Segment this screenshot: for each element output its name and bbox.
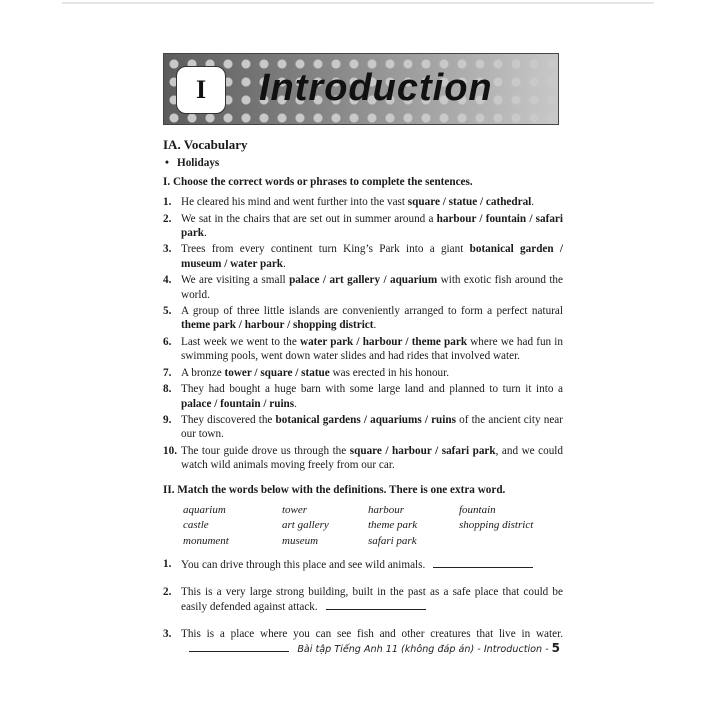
sentence-fragment: of the ancient city near our town.	[181, 413, 563, 441]
word-option: aquarium	[183, 503, 226, 516]
sentence-fragment: , and we could watch wild animals moving freely from our car.	[181, 444, 563, 472]
sentence-fragment: A group of three little islands are conveniently arranged to form a perfect natural	[181, 305, 563, 318]
topic-bullet	[165, 156, 563, 170]
word-option: art gallery	[282, 519, 329, 532]
item-number: 8.	[163, 383, 172, 396]
exercise-item	[163, 195, 563, 209]
item-number: 3.	[163, 627, 172, 640]
item-number: 1.	[163, 558, 172, 571]
item-number: 2.	[163, 212, 172, 225]
exercise-item	[163, 242, 563, 271]
chapter-number: I	[176, 66, 226, 114]
answer-blank[interactable]	[433, 557, 533, 568]
item-number: 10.	[163, 444, 177, 457]
exercise-item	[163, 444, 563, 473]
item-text	[181, 366, 563, 380]
definition-text: You can drive through this place and see wild animals.	[181, 557, 563, 572]
exercise-item	[163, 335, 563, 364]
definition-text: This is a very large strong building, built in the past as a safe place that could be easily defended against attack.	[181, 585, 563, 614]
item-number: 1.	[163, 196, 172, 209]
answer-options: palace / art gallery / aquarium	[289, 274, 438, 287]
topic-label: Holidays	[177, 157, 220, 170]
word-option: tower	[282, 503, 308, 516]
word-option: fountain	[459, 503, 496, 516]
sentence-fragment: .	[204, 227, 207, 240]
footer-text: Bài tập Tiếng Anh 11 (không đáp án) - Introduction -	[297, 644, 549, 655]
item-text	[181, 382, 563, 411]
exercise-item	[163, 382, 563, 411]
item-text	[181, 444, 563, 473]
sentence-fragment: We are visiting a small	[181, 274, 290, 287]
chapter-title: Introduction	[259, 67, 493, 109]
sentence-fragment: A bronze	[181, 366, 225, 379]
sentence-fragment: He cleared his mind and went further into the vast	[181, 196, 408, 209]
sentence-fragment: Last week we went to the	[181, 335, 300, 348]
item-number: 5.	[163, 305, 172, 318]
sentence-fragment: .	[283, 257, 286, 270]
sentence-fragment: .	[294, 397, 297, 410]
sentence-fragment: .	[531, 196, 535, 209]
sentence-fragment: where we had fun in swimming pools, went down water slides and had rides that involved water.	[181, 335, 563, 363]
sentence-fragment: They discovered the	[181, 413, 276, 426]
definition-text: This is a place where you can see fish and other creatures that live in water.	[181, 627, 563, 657]
answer-blank[interactable]	[189, 641, 289, 652]
sentence-fragment: .	[373, 319, 377, 332]
word-option: theme park	[368, 519, 418, 532]
top-divider	[62, 2, 654, 4]
task1-list	[163, 195, 563, 472]
task2-title: II. Match the words below with the definitions. There is one extra word.	[163, 483, 506, 496]
item-text	[181, 242, 563, 271]
sentence-fragment: The tour guide drove us through the	[181, 444, 350, 457]
answer-options: botanical garden / museum / water park	[181, 243, 563, 270]
exercise-item	[163, 413, 563, 442]
item-number: 9.	[163, 413, 172, 426]
answer-options: square / statue / cathedral	[407, 196, 532, 209]
exercise-item	[163, 304, 563, 333]
answer-options: palace / fountain / ruins	[181, 397, 295, 410]
word-box	[183, 503, 563, 550]
word-option: shopping district	[459, 519, 534, 532]
sentence-fragment: Trees from every continent turn King’s Park into a giant	[181, 243, 470, 256]
page-footer	[297, 641, 560, 655]
sentence-fragment: We sat in the chairs that are set out in summer around a	[181, 212, 437, 225]
definition-item	[163, 557, 563, 572]
answer-options: tower / square / statue	[224, 366, 330, 379]
item-number: 7.	[163, 366, 172, 379]
item-text	[181, 304, 563, 333]
item-number: 6.	[163, 335, 172, 348]
answer-blank[interactable]	[326, 599, 426, 610]
word-option: castle	[183, 519, 209, 532]
item-number: 2.	[163, 585, 172, 598]
item-text	[181, 195, 563, 209]
section-heading: IA. Vocabulary	[163, 137, 248, 152]
item-number: 3.	[163, 243, 172, 256]
chapter-banner	[163, 53, 559, 125]
word-option: monument	[183, 534, 229, 547]
answer-options: water park / harbour / theme park	[299, 335, 468, 348]
word-option: museum	[282, 534, 319, 547]
item-text	[181, 212, 563, 241]
exercise-item	[163, 366, 563, 380]
bullet-icon: •	[165, 157, 169, 170]
sentence-fragment: was erected in his honour.	[329, 366, 450, 379]
definition-item	[163, 585, 563, 615]
page-content	[163, 138, 563, 668]
item-text	[181, 335, 563, 364]
answer-options: square / harbour / safari park	[349, 444, 496, 457]
sentence-fragment: with exotic fish around the world.	[181, 274, 563, 301]
task1-title: I. Choose the correct words or phrases to complete the sentences.	[163, 175, 473, 188]
exercise-item	[163, 212, 563, 241]
page-number: 5	[551, 641, 560, 655]
answer-options: theme park / harbour / shopping district	[181, 319, 374, 332]
word-option	[459, 534, 569, 550]
item-text	[181, 273, 563, 302]
word-option: safari park	[368, 534, 417, 547]
exercise-item	[163, 273, 563, 302]
answer-options: botanical gardens / aquariums / ruins	[275, 413, 456, 426]
sentence-fragment: They had bought a huge barn with some large land and planned to turn it into a	[181, 383, 563, 396]
item-text	[181, 413, 563, 442]
word-option: harbour	[368, 503, 405, 516]
item-number: 4.	[163, 274, 172, 287]
answer-options: harbour / fountain / safari park	[181, 212, 563, 240]
